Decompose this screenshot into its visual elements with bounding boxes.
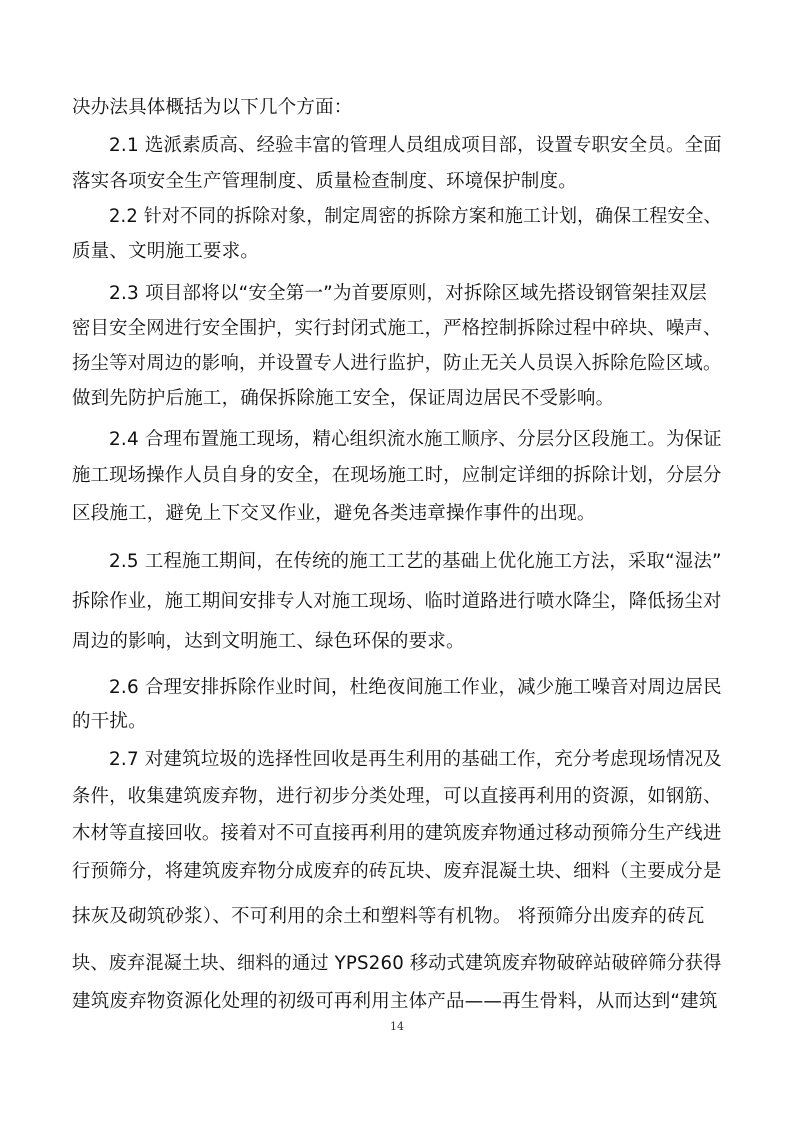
text-line: 建筑废弃物资源化处理的初级可再利用主体产品——再生骨料，从而达到“建筑	[72, 991, 718, 1012]
text-line: 决办法具体概括为以下几个方面：	[72, 97, 353, 118]
text-line: 2.1 选派素质高、经验丰富的管理人员组成项目部，设置专职安全员。全面	[109, 135, 722, 156]
text-line: 密目安全网进行安全围护，实行封闭式施工，严格控制拆除过程中碎块、噪声、	[72, 318, 722, 339]
text-line: 质量、文明施工要求。	[72, 241, 260, 262]
text-line: 扬尘等对周边的影响，并设置专人进行监护，防止无关人员误入拆除危险区域。	[72, 353, 722, 374]
text-line: 行预筛分，将建筑废弃物分成废弃的砖瓦块、废弃混凝土块、细料（主要成分是	[72, 861, 722, 882]
text-line: 2.5 工程施工期间，在传统的施工工艺的基础上优化施工方法，采取“湿法”	[109, 551, 722, 572]
text-line: 的干扰。	[72, 711, 147, 732]
text-line: 条件，收集建筑废弃物，进行初步分类处理，可以直接再利用的资源，如钢筋、	[72, 786, 722, 807]
text-line: 区段施工，避免上下交叉作业，避免各类违章操作事件的出现。	[72, 503, 596, 524]
text-line: 2.4 合理布置施工现场，精心组织流水施工顺序、分层分区段施工。为保证	[109, 429, 722, 450]
text-line: 施工现场操作人员自身的安全，在现场施工时，应制定详细的拆除计划，分层分	[72, 465, 722, 486]
text-line: 抹灰及砌筑砂浆）、不可利用的余土和塑料等有机物。 将预筛分出废弃的砖瓦	[72, 906, 705, 927]
text-line: 2.3 项目部将以“安全第一”为首要原则，对拆除区域先搭设钢管架挂双层	[109, 283, 707, 304]
text-line: 木材等直接回收。接着对不可直接再利用的建筑废弃物通过移动预筛分生产线进	[72, 823, 722, 844]
page-number: 14	[390, 1020, 404, 1033]
text-line: 2.6 合理安排拆除作业时间，杜绝夜间施工作业，减少施工噪音对周边居民	[109, 677, 722, 698]
text-line: 2.2 针对不同的拆除对象，制定周密的拆除方案和施工计划，确保工程安全、	[109, 206, 722, 227]
text-line: 块、废弃混凝土块、细料的通过 YPS260 移动式建筑废弃物破碎站破碎筛分获得	[72, 953, 722, 974]
text-line: 落实各项安全生产管理制度、质量检查制度、环境保护制度。	[72, 171, 577, 192]
text-line: 做到先防护后施工，确保拆除施工安全，保证周边居民不受影响。	[72, 388, 615, 409]
text-line: 拆除作业，施工期间安排专人对施工现场、临时道路进行喷水降尘，降低扬尘对	[72, 591, 722, 612]
text-line: 周边的影响，达到文明施工、绿色环保的要求。	[72, 631, 465, 652]
text-line: 2.7 对建筑垃圾的选择性回收是再生利用的基础工作，充分考虑现场情况及	[109, 749, 722, 770]
